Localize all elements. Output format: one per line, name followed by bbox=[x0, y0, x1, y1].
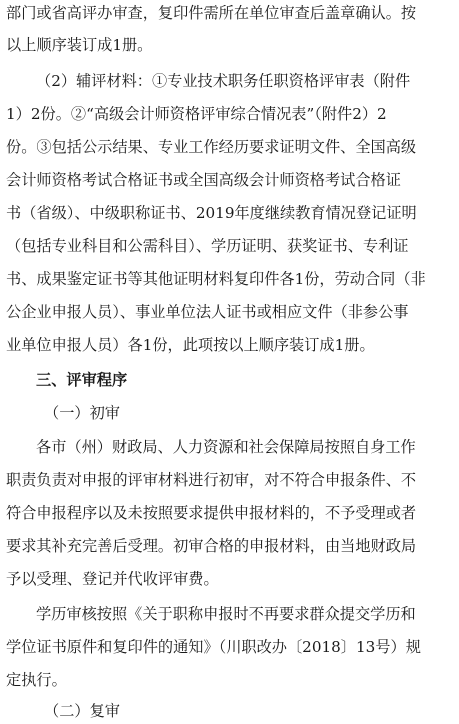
text-line: 份。③包括公示结果、专业工作经历要求证明文件、全国高级 bbox=[6, 138, 417, 156]
text-line: 职责负责对申报的评审材料进行初审，对不符合申报条件、不 bbox=[6, 471, 417, 489]
text-line: 要求其补充完善后受理。初审合格的申报材料，由当地财政局 bbox=[6, 537, 417, 555]
text-line: （2）辅评材料：①专业技术职务任职资格评审表（附件 bbox=[36, 72, 411, 90]
text-line: 以上顺序装订成1册。 bbox=[6, 36, 153, 54]
text-line: 学历审核按照《关于职称申报时不再要求群众提交学历和 bbox=[36, 605, 416, 623]
text-line: 各市（州）财政局、人力资源和社会保障局按照自身工作 bbox=[36, 438, 416, 456]
section-heading: 三、评审程序 bbox=[36, 371, 128, 389]
text-line: 书（省级）、中级职称证书、2019年度继续教育情况登记证明 bbox=[6, 204, 417, 222]
subsection-heading: （一）初审 bbox=[44, 404, 120, 422]
subsection-heading: （二）复审 bbox=[44, 702, 120, 720]
text-line: 部门或省高评办审查，复印件需所在单位审查后盖章确认。按 bbox=[6, 4, 417, 22]
text-line: （包括专业科目和公需科目）、学历证明、获奖证书、专利证 bbox=[6, 237, 409, 255]
text-line: 定执行。 bbox=[6, 671, 67, 689]
text-line: 1）2份。②“高级会计师资格评审综合情况表”（附件2）2 bbox=[6, 105, 387, 123]
text-line: 会计师资格考试合格证书或全国高级会计师资格考试合格证 bbox=[6, 171, 401, 189]
text-line: 符合申报程序以及未按照要求提供申报材料的，不予受理或者 bbox=[6, 504, 417, 522]
text-line: 学位证书原件和复印件的通知》（川职改办〔2018〕13号）规 bbox=[6, 638, 421, 656]
text-line: 予以受理、登记并代收评审费。 bbox=[6, 570, 219, 588]
text-line: 公企业申报人员）、事业单位法人证书或相应文件（非参公事 bbox=[6, 303, 409, 321]
text-line: 业单位申报人员）各1份，此项按以上顺序装订成1册。 bbox=[6, 336, 375, 354]
text-line: 书、成果鉴定证书等其他证明材料复印件各1份，劳动合同（非 bbox=[6, 270, 426, 288]
